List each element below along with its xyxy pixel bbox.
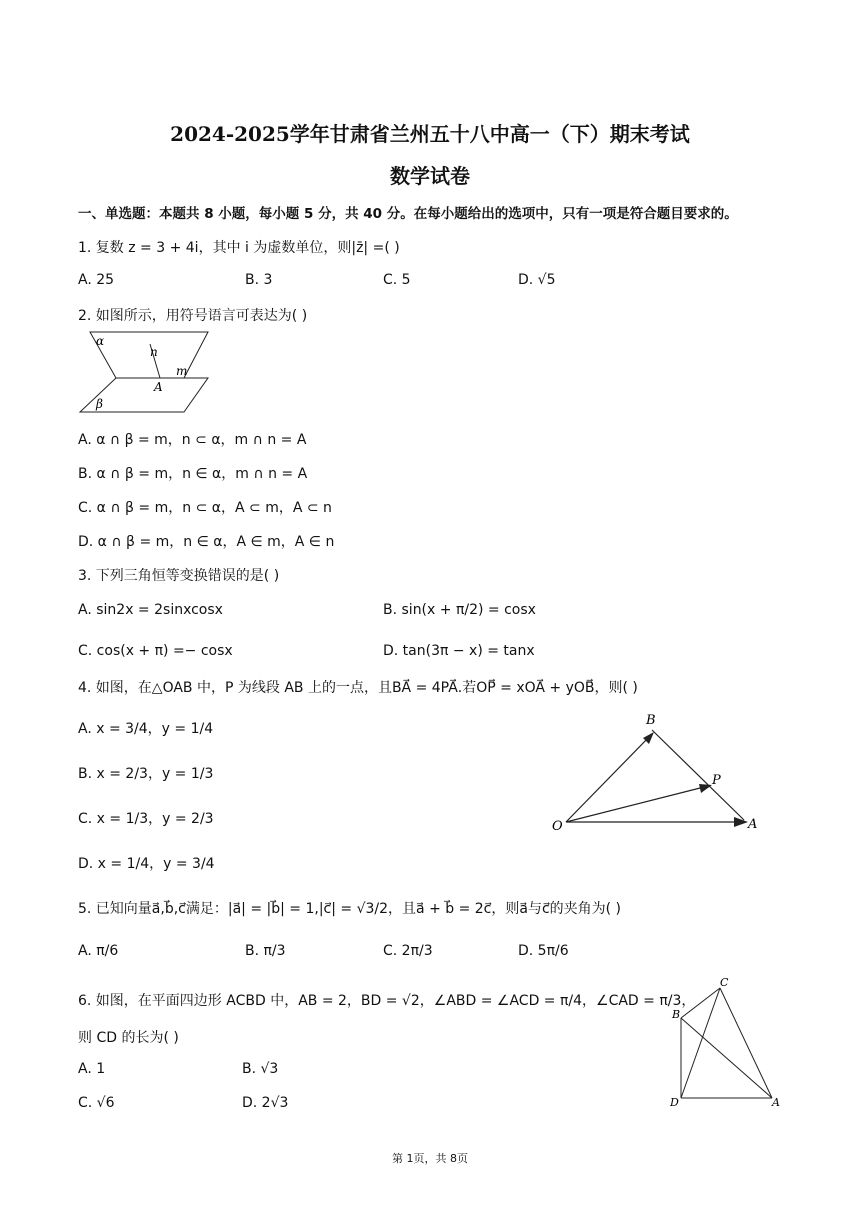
q4-label-a: A xyxy=(748,817,758,832)
q4-label-b: B xyxy=(646,713,656,728)
q5-option-c: C. 2π/3 xyxy=(383,943,433,959)
section-heading: 一、单选题：本题共 8 小题，每小题 5 分，共 40 分。在每小题给出的选项中，只有一项是符合题目要求的。 xyxy=(78,206,738,222)
page-footer: 第 1页，共 8页 xyxy=(392,1152,468,1165)
q2-label-a: A xyxy=(154,380,163,394)
q3-stem: 3. 下列三角恒等变换错误的是( ) xyxy=(78,568,280,584)
q6-label-c: C xyxy=(720,976,729,989)
q4-label-o: O xyxy=(552,819,563,834)
q6-label-a: A xyxy=(772,1096,780,1109)
q4-triangle-figure xyxy=(548,706,762,836)
q3-option-b: B. sin(x + π/2) = cosx xyxy=(383,602,536,618)
q4-option-c: C. x = 1/3，y = 2/3 xyxy=(78,811,214,827)
q1-option-d: D. √5 xyxy=(518,272,556,288)
q2-option-b: B. α ∩ β = m，n ∈ α，m ∩ n = A xyxy=(78,466,308,482)
q5-stem: 5. 已知向量a⃗,b⃗,c⃗满足：|a⃗| = |b⃗| = 1,|c⃗| = √3/2，且a⃗ + b⃗ = 2c⃗，则a⃗与c⃗的夹角为( ) xyxy=(78,901,622,917)
q6-label-d: D xyxy=(670,1096,679,1109)
q6-option-d: D. 2√3 xyxy=(242,1095,289,1111)
q6-option-a: A. 1 xyxy=(78,1061,106,1077)
q1-option-b: B. 3 xyxy=(245,272,273,288)
q1-stem: 1. 复数 z = 3 + 4i，其中 i 为虚数单位，则|z̄| =( ) xyxy=(78,240,400,256)
q5-option-a: A. π/6 xyxy=(78,943,119,959)
q2-label-alpha: α xyxy=(96,334,105,348)
q2-option-c: C. α ∩ β = m，n ⊂ α，A ⊂ m，A ⊂ n xyxy=(78,500,332,516)
q6-option-b: B. √3 xyxy=(242,1061,279,1077)
q6-stem: 6. 如图，在平面四边形 ACBD 中，AB = 2，BD = √2，∠ABD = ∠ACD = π/4，∠CAD = π/3， xyxy=(78,993,696,1009)
q6-stem-line2: 则 CD 的长为( ) xyxy=(78,1030,179,1046)
q4-option-b: B. x = 2/3，y = 1/3 xyxy=(78,766,214,782)
q3-option-d: D. tan(3π − x) = tanx xyxy=(383,643,535,659)
q5-option-d: D. 5π/6 xyxy=(518,943,569,959)
q4-option-d: D. x = 1/4，y = 3/4 xyxy=(78,856,215,872)
q2-stem: 2. 如图所示，用符号语言可表达为( ) xyxy=(78,308,308,324)
q6-label-b: B xyxy=(672,1008,681,1021)
q2-option-a: A. α ∩ β = m，n ⊂ α，m ∩ n = A xyxy=(78,432,307,448)
q6-quadrilateral-figure xyxy=(666,974,786,1110)
q6-option-c: C. √6 xyxy=(78,1095,115,1111)
q2-planes-figure xyxy=(76,328,212,416)
page-title: 2024-2025学年甘肃省兰州五十八中高一（下）期末考试 xyxy=(170,122,690,146)
q4-option-a: A. x = 3/4，y = 1/4 xyxy=(78,721,214,737)
page-subtitle: 数学试卷 xyxy=(390,164,470,188)
q2-label-beta: β xyxy=(96,397,103,411)
q5-option-b: B. π/3 xyxy=(245,943,286,959)
q4-label-p: P xyxy=(712,773,721,788)
q2-label-m: m xyxy=(176,364,188,378)
q3-option-a: A. sin2x = 2sinxcosx xyxy=(78,602,223,618)
q1-option-c: C. 5 xyxy=(383,272,411,288)
q1-option-a: A. 25 xyxy=(78,272,115,288)
q3-option-c: C. cos(x + π) =− cosx xyxy=(78,643,233,659)
q4-stem: 4. 如图，在△OAB 中，P 为线段 AB 上的一点，且BA⃗ = 4PA⃗.若OP⃗ = xOA⃗ + yOB⃗，则( ) xyxy=(78,680,638,696)
q2-label-n: n xyxy=(150,345,158,359)
q2-option-d: D. α ∩ β = m，n ∈ α，A ∈ m，A ∈ n xyxy=(78,534,335,550)
